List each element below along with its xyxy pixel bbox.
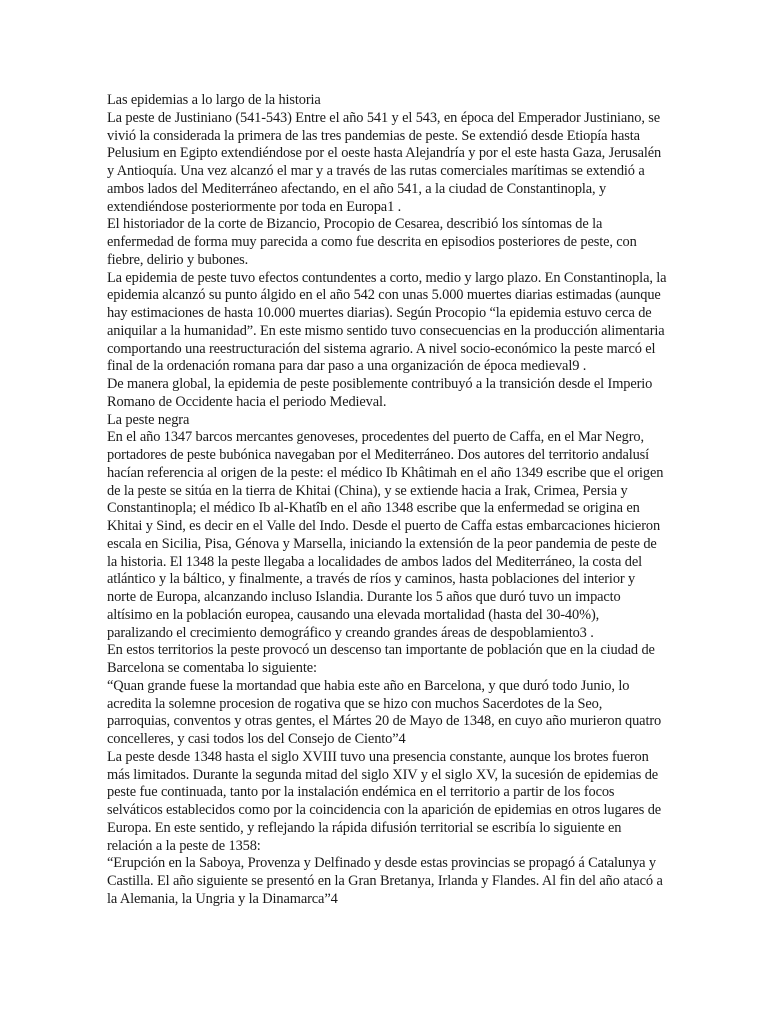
- paragraph-procopius-symptoms: El historiador de la corte de Bizancio, Procopio de Cesarea, describió los síntomas de la enfermedad de forma muy parecida a como fue descrita en episodios posteriores de peste, con fiebre, delirio y bubones.: [107, 216, 637, 268]
- paragraph-barcelona-intro: En estos territorios la peste provocó un descenso tan importante de población que en la ciudad de Barcelona se comentaba lo siguiente:: [107, 642, 655, 676]
- paragraph-plague-continuation: La peste desde 1348 hasta el siglo XVIII tuvo una presencia constante, aunque los brotes fueron más limitados. Durante la segunda mitad del siglo XIV y el siglo XV, la sucesión de epidemias de peste fue continuada, tanto por la instalación endémica en el territorio a partir de los focos selváticos establecidos como por la coincidencia con la aparición de epidemias en otros lugares de Europa. En este sentido, y reflejando la rápida difusión territorial se escribía lo siguiente en relación a la peste de 1358:: [107, 748, 662, 854]
- document-body: [107, 92, 667, 909]
- quote-barcelona: “Quan grande fuese la mortandad que habia este año en Barcelona, y que duró todo Junio, lo acredita la solemne procesion de rogativa que se hizo con muchos Sacerdotes de la Seo, parroquias, conventos y otras gentes, el Mártes 20 de Mayo de 1348, en cuyo año murieron quatro concelleres, y casi todos los del Consejo de Ciento”4: [107, 677, 662, 747]
- paragraph-global-transition: De manera global, la epidemia de peste posiblemente contribuyó a la transición desde el Imperio Romano de Occidente hacia el periodo Medieval.: [107, 376, 653, 410]
- quote-eruption-1358: “Erupción en la Saboya, Provenza y Delfinado y desde estas provincias se propagó á Catalunya y Castilla. El año siguiente se presentó en la Gran Bretanya, Irlanda y Flandes. Al fin del año atacó a la Alemania, la Ungria y la Dinamarca”4: [107, 855, 663, 907]
- paragraph-justinian-plague: La peste de Justiniano (541-543) Entre el año 541 y el 543, en época del Emperador Justiniano, se vivió la considerada la primera de las tres pandemias de peste. Se extendió desde Etiopía hasta Pelusium en Egipto extendiéndose por el oeste hasta Alejandría y por el este hasta Gaza, Jerusalén y Antioquía. Una vez alcanzó el mar y a través de las rutas comerciales marítimas se extendió a ambos lados del Mediterráneo afectando, en el año 541, a la ciudad de Constantinopla, y extendiéndose posteriormente por toda en Europa1 .: [107, 109, 662, 215]
- section-heading-black-death: La peste negra: [107, 411, 190, 428]
- document-title: Las epidemias a lo largo de la historia: [107, 92, 321, 108]
- paragraph-black-death-origin: En el año 1347 barcos mercantes genoveses, procedentes del puerto de Caffa, en el Mar Negro, portadores de peste bubónica navegaban por el Mediterráneo. Dos autores del territorio andalusí hacían referencia al origen de la peste: el médico Ib Khâtimah en el año 1349 escribe que el origen de la peste se sitúa en la tierra de Khitai (China), y se extiende hacia a Irak, Crimea, Persia y Constantinopla; el médico Ib al-Khatîb en el año 1348 escribe que la enfermedad se origina en Khitai y Sind, es decir en el Valle del Indo. Desde el puerto de Caffa estas embarcaciones hicieron escala en Sicilia, Pisa, Génova y Marsella, iniciando la extensión de la peor pandemia de peste de la historia. El 1348 la peste llegaba a localidades de ambos lados del Mediterráneo, la costa del atlántico y la báltico, y finalmente, a través de ríos y caminos, hasta poblaciones del interior y norte de Europa, alcanzando incluso Islandia. Durante los 5 años que duró tuvo un impacto altísimo en la población europea, causando una elevada mortalidad (hasta del 30-40%), paralizando el crecimiento demográfico y creando grandes áreas de despoblamiento3 .: [107, 429, 664, 641]
- paragraph-plague-effects: La epidemia de peste tuvo efectos contundentes a corto, medio y largo plazo. En Constantinopla, la epidemia alcanzó su punto álgido en el año 542 con unas 5.000 muertes diarias estimadas (aunque hay estimaciones de hasta 10.000 muertes diarias). Según Procopio “la epidemia estuvo cerca de aniquilar a la humanidad”. En este mismo sentido tuvo consecuencias en la producción alimentaria comportando una reestructuración del sistema agrario. A nivel socio-económico la peste marcó el final de la ordenación romana para dar paso a una organización de época medieval9 .: [107, 269, 667, 375]
